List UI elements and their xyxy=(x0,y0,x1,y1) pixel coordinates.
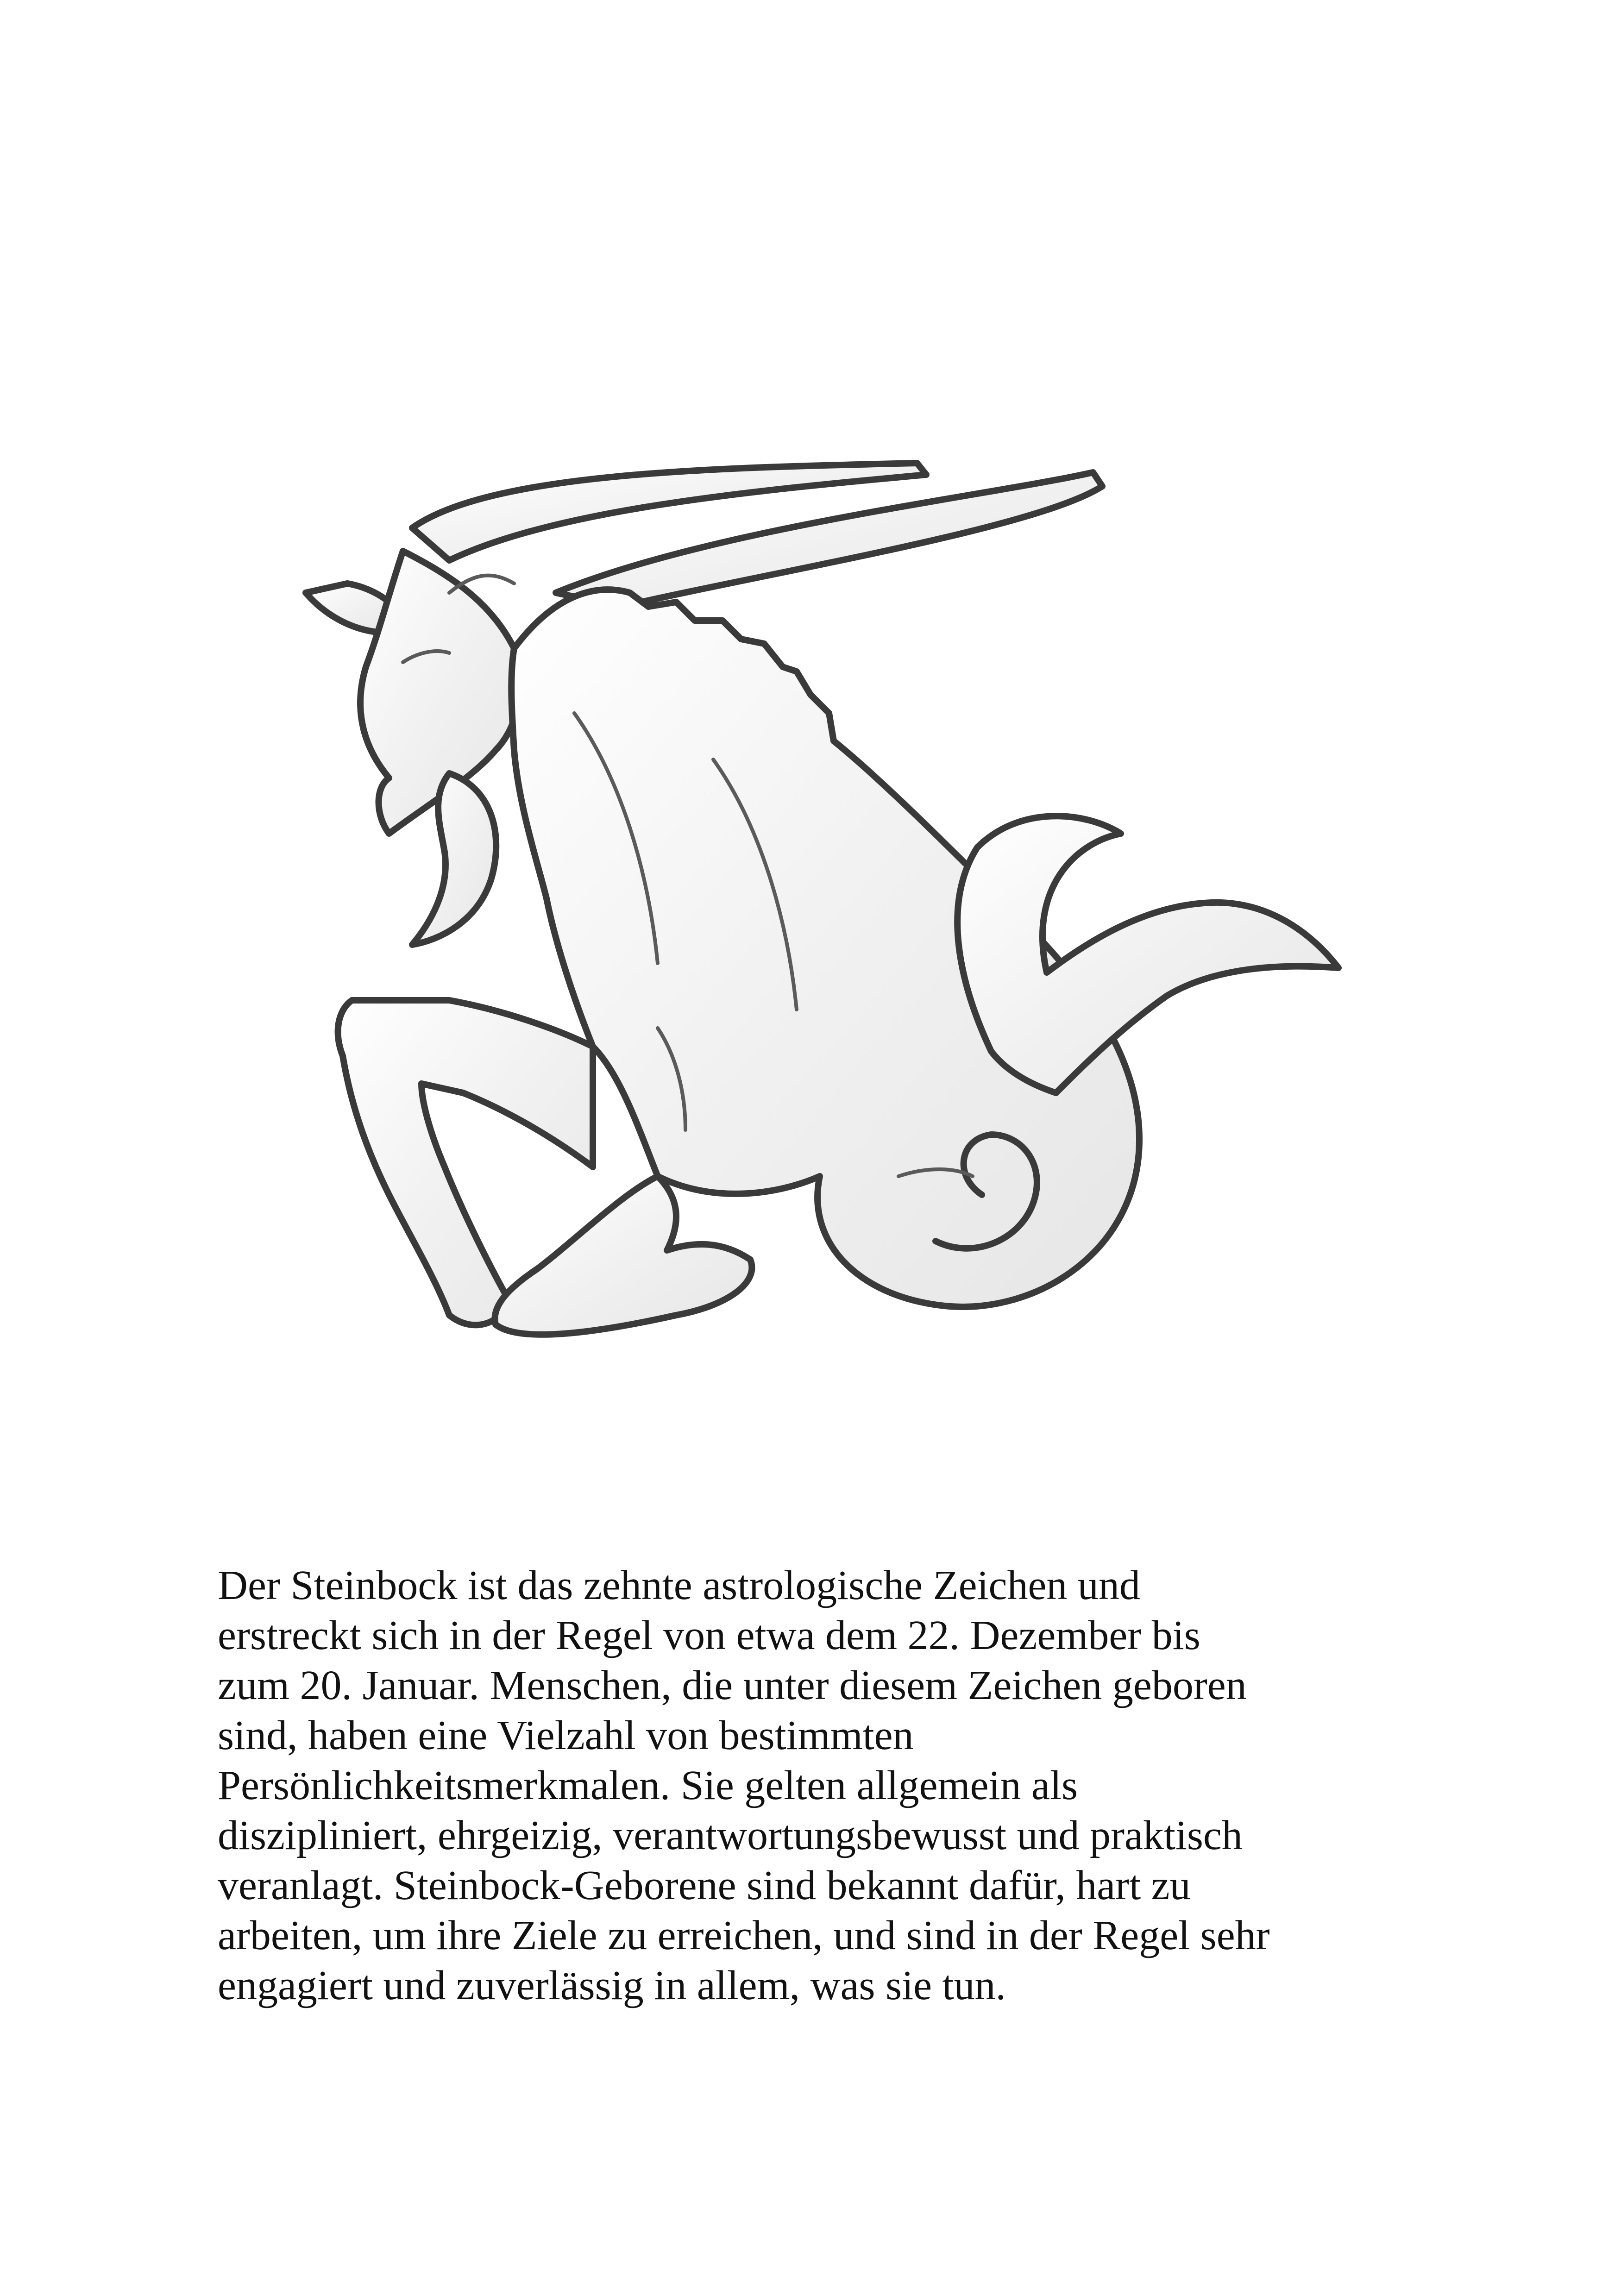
capricorn-icon xyxy=(296,454,1380,1417)
body-line: erstreckt sich in der Regel von etwa dem 22. Dezember bis xyxy=(218,1612,1200,1658)
body-line: engagiert und zuverlässig in allem, was sie tun. xyxy=(218,1963,1006,2008)
body-line: zum 20. Januar. Menschen, die unter diesem Zeichen geboren xyxy=(218,1662,1247,1708)
capricorn-illustration xyxy=(296,454,1380,1417)
body-line: diszipliniert, ehrgeizig, verantwortungsbewusst und praktisch xyxy=(218,1813,1243,1858)
body-line: veranlagt. Steinbock-Geborene sind bekannt dafür, hart zu xyxy=(218,1863,1191,1908)
body-line: arbeiten, um ihre Ziele zu erreichen, und sind in der Regel sehr xyxy=(218,1913,1270,1958)
body-line: sind, haben eine Vielzahl von bestimmten xyxy=(218,1713,914,1758)
body-paragraph xyxy=(218,1561,1431,2011)
body-line: Persönlichkeitsmerkmalen. Sie gelten allgemein als xyxy=(218,1763,1078,1808)
body-line: Der Steinbock ist das zehnte astrologische Zeichen und xyxy=(218,1562,1140,1608)
